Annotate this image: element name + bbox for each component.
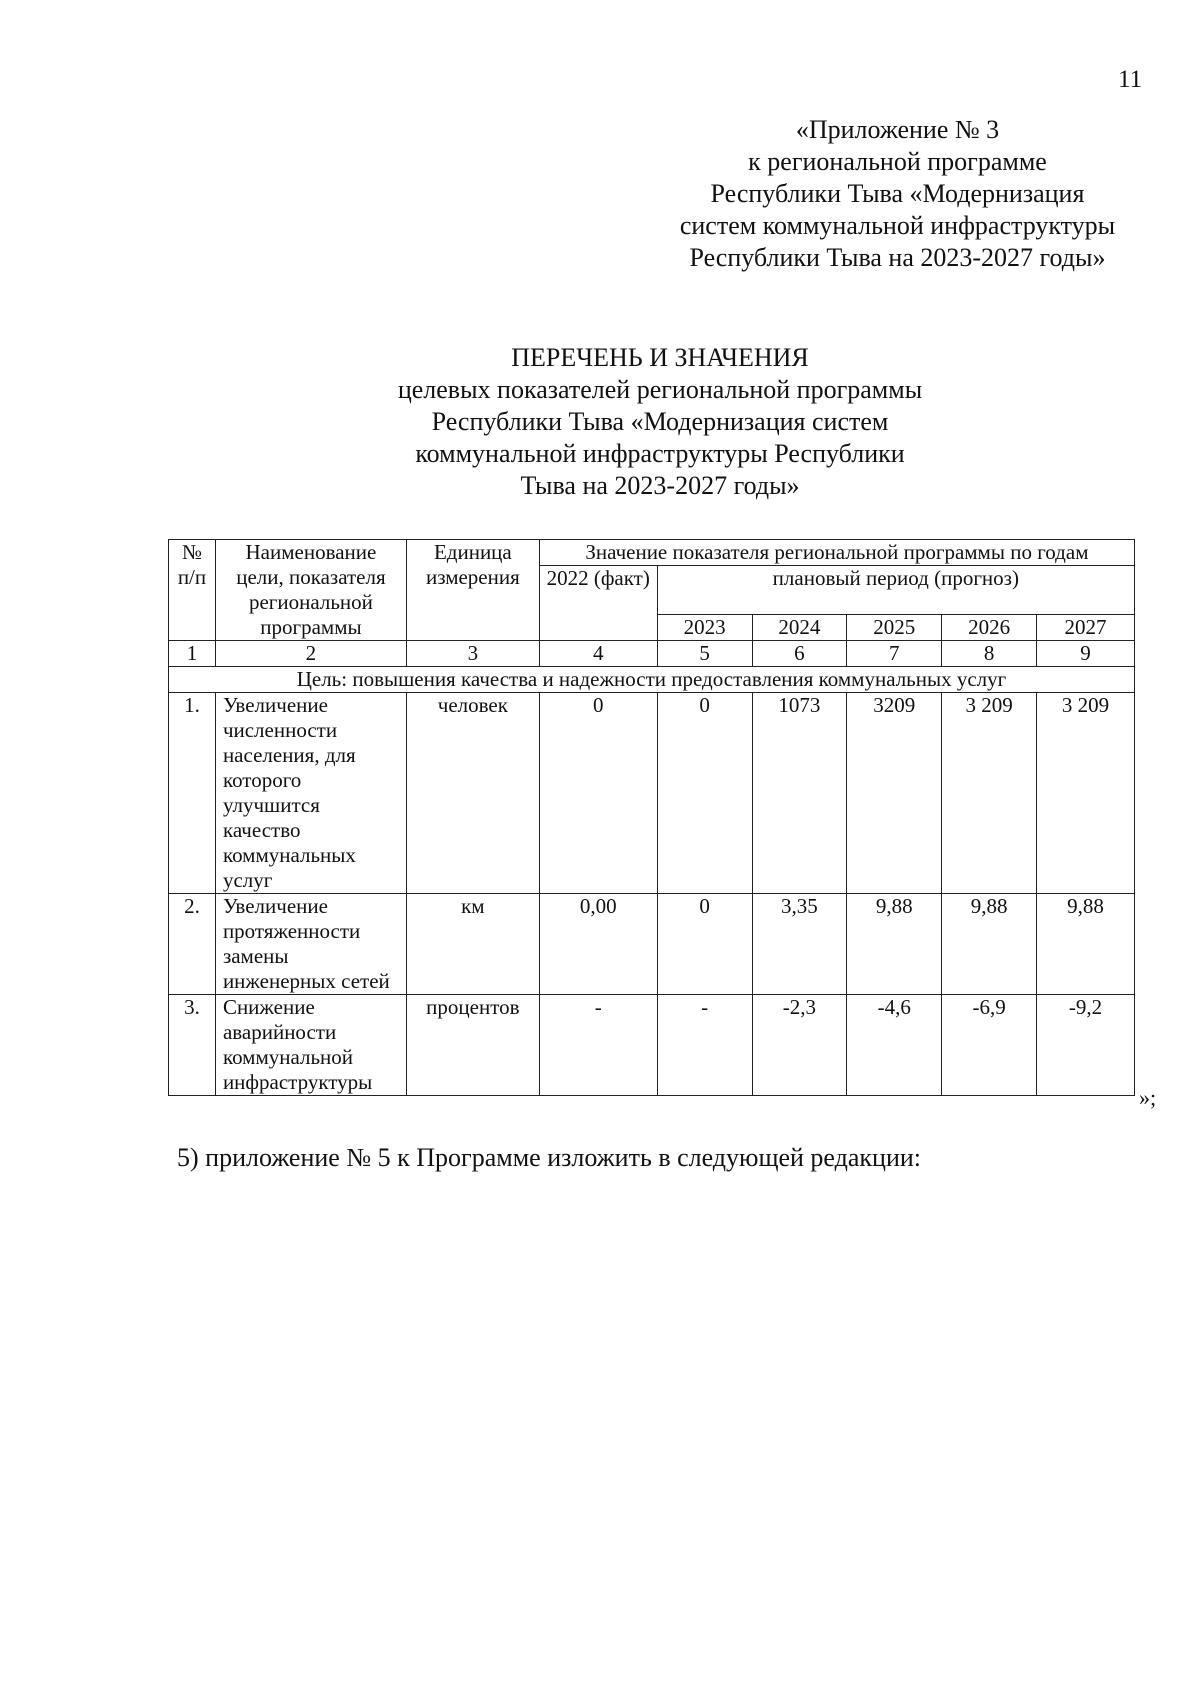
row-value: - bbox=[539, 995, 657, 1096]
closing-quote: »; bbox=[1139, 1085, 1157, 1110]
indicators-table bbox=[168, 539, 1135, 1096]
appendix-line: систем коммунальной инфраструктуры bbox=[679, 211, 1116, 240]
column-number: 2 bbox=[215, 641, 406, 667]
column-number: 8 bbox=[942, 641, 1037, 667]
row-unit: км bbox=[406, 894, 539, 995]
header-name: Наименование цели, показателя региональной программы bbox=[215, 540, 406, 641]
row-value: -4,6 bbox=[847, 995, 942, 1096]
column-number: 3 bbox=[406, 641, 539, 667]
appendix-line: к региональной программе bbox=[748, 147, 1047, 176]
row-value: 1073 bbox=[752, 693, 847, 894]
page-number: 11 bbox=[1118, 66, 1143, 93]
row-value: 3 209 bbox=[942, 693, 1037, 894]
title-heading: ПЕРЕЧЕНЬ И ЗНАЧЕНИЯ bbox=[511, 343, 809, 372]
row-value: -6,9 bbox=[942, 995, 1037, 1096]
row-name: Снижение аварийности коммунальной инфраструктуры bbox=[215, 995, 406, 1096]
row-value: 0 bbox=[657, 894, 752, 995]
row-value: -2,3 bbox=[752, 995, 847, 1096]
column-number-row bbox=[169, 641, 1135, 667]
row-unit: человек bbox=[406, 693, 539, 894]
title-line: целевых показателей региональной программы bbox=[397, 375, 923, 404]
title-line: коммунальной инфраструктуры Республики bbox=[415, 439, 905, 468]
appendix-reference bbox=[660, 114, 1135, 274]
row-value: 3,35 bbox=[752, 894, 847, 995]
appendix-line: Республики Тыва «Модернизация bbox=[710, 179, 1085, 208]
row-num: 2. bbox=[169, 894, 216, 995]
goal-row bbox=[169, 667, 1135, 693]
row-value: -9,2 bbox=[1037, 995, 1135, 1096]
header-row bbox=[169, 540, 1135, 566]
row-value: 0 bbox=[657, 693, 752, 894]
goal-text: Цель: повышения качества и надежности предоставления коммунальных услуг bbox=[169, 667, 1135, 693]
column-number: 9 bbox=[1037, 641, 1135, 667]
header-year: 2025 bbox=[847, 615, 942, 641]
header-year: 2023 bbox=[657, 615, 752, 641]
column-number: 5 bbox=[657, 641, 752, 667]
header-year: 2024 bbox=[752, 615, 847, 641]
column-number: 6 bbox=[752, 641, 847, 667]
row-value: 9,88 bbox=[847, 894, 942, 995]
row-value: 3 209 bbox=[1037, 693, 1135, 894]
row-value: 0,00 bbox=[539, 894, 657, 995]
header-fact-year: 2022 (факт) bbox=[539, 566, 657, 641]
column-number: 7 bbox=[847, 641, 942, 667]
row-num: 1. bbox=[169, 693, 216, 894]
header-year: 2026 bbox=[942, 615, 1037, 641]
row-name: Увеличение численности населения, для которого улучшится качество коммунальных услуг bbox=[215, 693, 406, 894]
row-name: Увеличение протяженности замены инженерных сетей bbox=[215, 894, 406, 995]
column-number: 4 bbox=[539, 641, 657, 667]
document-title bbox=[330, 342, 990, 502]
header-values-group: Значение показателя региональной программы по годам bbox=[539, 540, 1134, 566]
title-line: Республики Тыва «Модернизация систем bbox=[431, 407, 889, 436]
header-num: № п/п bbox=[169, 540, 216, 641]
row-value: 0 bbox=[539, 693, 657, 894]
appendix-line: «Приложение № 3 bbox=[795, 115, 1000, 144]
header-unit: Единица измерения bbox=[406, 540, 539, 641]
table-row bbox=[169, 894, 1135, 995]
table-row bbox=[169, 995, 1135, 1096]
column-number: 1 bbox=[169, 641, 216, 667]
header-plan-group: плановый период (прогноз) bbox=[657, 566, 1134, 615]
table-row bbox=[169, 693, 1135, 894]
appendix-line: Республики Тыва на 2023-2027 годы» bbox=[689, 243, 1106, 272]
row-value: 9,88 bbox=[942, 894, 1037, 995]
row-value: - bbox=[657, 995, 752, 1096]
row-num: 3. bbox=[169, 995, 216, 1096]
row-value: 9,88 bbox=[1037, 894, 1135, 995]
amendment-instruction: 5) приложение № 5 к Программе изложить в следующей редакции: bbox=[177, 1143, 921, 1172]
title-line: Тыва на 2023-2027 годы» bbox=[520, 471, 800, 500]
header-year: 2027 bbox=[1037, 615, 1135, 641]
row-value: 3209 bbox=[847, 693, 942, 894]
row-unit: процентов bbox=[406, 995, 539, 1096]
